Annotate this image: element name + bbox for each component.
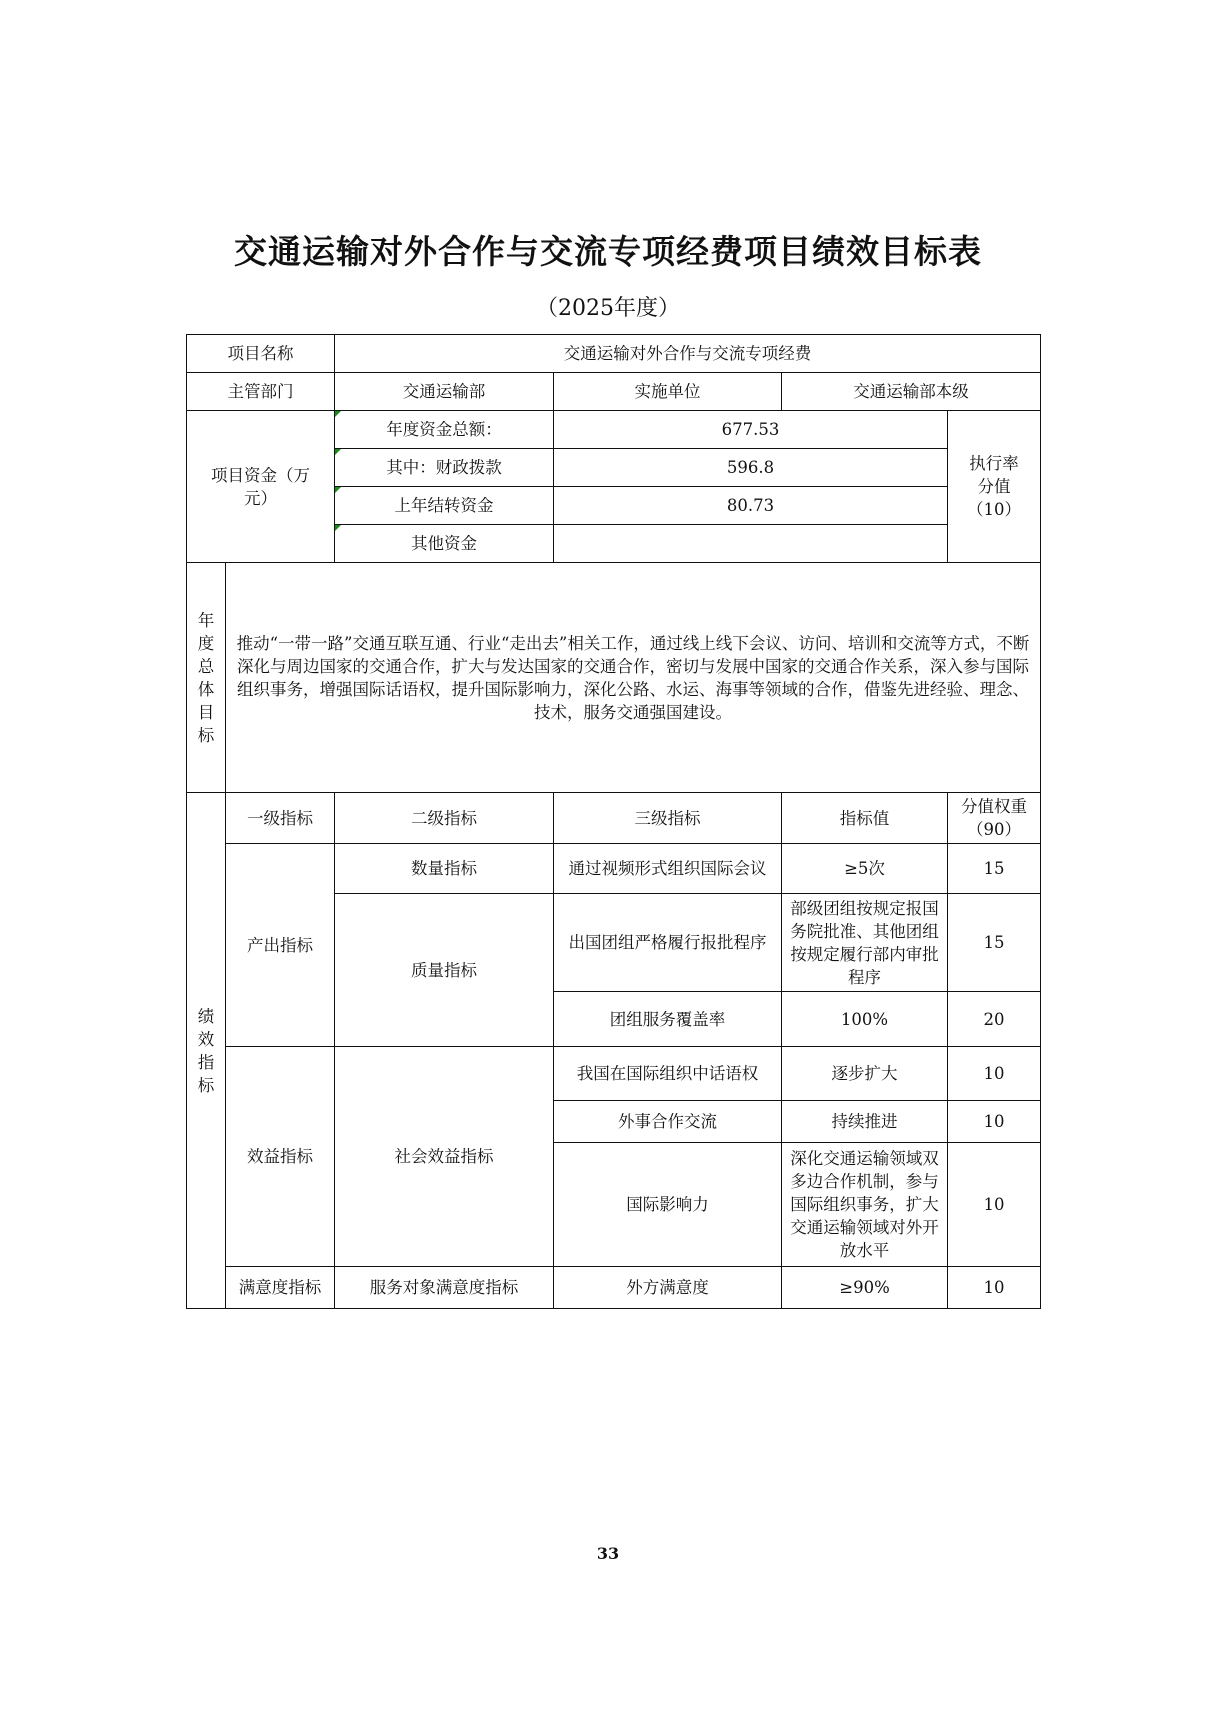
header-level3: 三级指标 bbox=[554, 793, 782, 844]
page-subtitle: （2025年度） bbox=[536, 296, 680, 321]
benefit-level1: 效益指标 bbox=[226, 1047, 335, 1267]
table-row-value: 持续推进 bbox=[782, 1101, 948, 1143]
satisfaction-level1: 满意度指标 bbox=[226, 1267, 335, 1309]
annual-goal-text: 推动“一带一路”交通互联互通、行业“走出去”相关工作，通过线上线下会议、访问、培训和交流等方式，不断深化与周边国家的交通合作，扩大与发达国家的交通合作，密切与发展中国家的交通合作关系，深入参与国际组织事务，增强国际话语权，提升国际影响力，深化公路、水运、海事等领域的合作，借鉴先进经验、理念、技术，服务交通强国建设。 bbox=[226, 563, 1041, 793]
table-row-weight: 20 bbox=[948, 992, 1041, 1047]
unit-value: 交通运输部本级 bbox=[782, 373, 1041, 411]
table-row-level3: 外事合作交流 bbox=[554, 1101, 782, 1143]
funds-total-value: 677.53 bbox=[554, 411, 948, 449]
page-title: 交通运输对外合作与交流专项经费项目绩效目标表 bbox=[234, 232, 982, 271]
header-level2: 二级指标 bbox=[335, 793, 554, 844]
funds-carryover-value: 80.73 bbox=[554, 487, 948, 525]
satisfaction-value: ≥90% bbox=[782, 1267, 948, 1309]
table-row-value: 逐步扩大 bbox=[782, 1047, 948, 1101]
funds-fiscal-value: 596.8 bbox=[554, 449, 948, 487]
table-row-weight: 10 bbox=[948, 1101, 1041, 1143]
exec-rate-label bbox=[948, 411, 1041, 563]
benefit-level2: 社会效益指标 bbox=[335, 1047, 554, 1267]
funds-carryover-label: 上年结转资金 bbox=[335, 487, 554, 525]
table-row-level3: 出国团组严格履行报批程序 bbox=[554, 894, 782, 992]
funds-total-label: 年度资金总额： bbox=[335, 411, 554, 449]
funds-other-label: 其他资金 bbox=[335, 525, 554, 563]
table-row-value: ≥5次 bbox=[782, 844, 948, 894]
table-row-level3: 通过视频形式组织国际会议 bbox=[554, 844, 782, 894]
funds-label-text: 项目资金（万元） bbox=[211, 465, 310, 508]
satisfaction-level2: 服务对象满意度指标 bbox=[335, 1267, 554, 1309]
output-quality-level2: 质量指标 bbox=[335, 894, 554, 1047]
header-weight: 分值权重（90） bbox=[948, 793, 1041, 844]
table-row-value: 部级团组按规定报国务院批准、其他团组按规定履行部内审批程序 bbox=[782, 894, 948, 992]
table-row-weight: 10 bbox=[948, 1143, 1041, 1267]
dept-value: 交通运输部 bbox=[335, 373, 554, 411]
funds-label bbox=[187, 411, 335, 563]
annual-goal-label-text: 年度总体目标 bbox=[197, 610, 215, 745]
project-name-label: 项目名称 bbox=[187, 335, 335, 373]
table-row-level3: 我国在国际组织中话语权 bbox=[554, 1047, 782, 1101]
page-number: 33 bbox=[596, 1544, 620, 1563]
table-row-weight: 10 bbox=[948, 1047, 1041, 1101]
table-row-value: 深化交通运输领域双多边合作机制，参与国际组织事务，扩大交通运输领域对外开放水平 bbox=[782, 1143, 948, 1267]
annual-goal-label bbox=[187, 563, 226, 793]
satisfaction-level3: 外方满意度 bbox=[554, 1267, 782, 1309]
output-quantity-level2: 数量指标 bbox=[335, 844, 554, 894]
table-row-value: 100% bbox=[782, 992, 948, 1047]
exec-rate-text: 执行率分值（10） bbox=[967, 454, 1021, 519]
header-level1: 一级指标 bbox=[226, 793, 335, 844]
performance-label-text: 绩效指标 bbox=[197, 1006, 215, 1095]
performance-label bbox=[187, 793, 226, 1309]
funds-fiscal-label: 其中：财政拨款 bbox=[335, 449, 554, 487]
table-row-level3: 团组服务覆盖率 bbox=[554, 992, 782, 1047]
header-value: 指标值 bbox=[782, 793, 948, 844]
funds-other-value bbox=[554, 525, 948, 563]
output-level1: 产出指标 bbox=[226, 844, 335, 1047]
project-name-value: 交通运输对外合作与交流专项经费 bbox=[335, 335, 1041, 373]
table-row-weight: 15 bbox=[948, 844, 1041, 894]
performance-target-table bbox=[186, 334, 1041, 1309]
satisfaction-weight: 10 bbox=[948, 1267, 1041, 1309]
table-row-weight: 15 bbox=[948, 894, 1041, 992]
dept-label: 主管部门 bbox=[187, 373, 335, 411]
unit-label: 实施单位 bbox=[554, 373, 782, 411]
table-row-level3: 国际影响力 bbox=[554, 1143, 782, 1267]
